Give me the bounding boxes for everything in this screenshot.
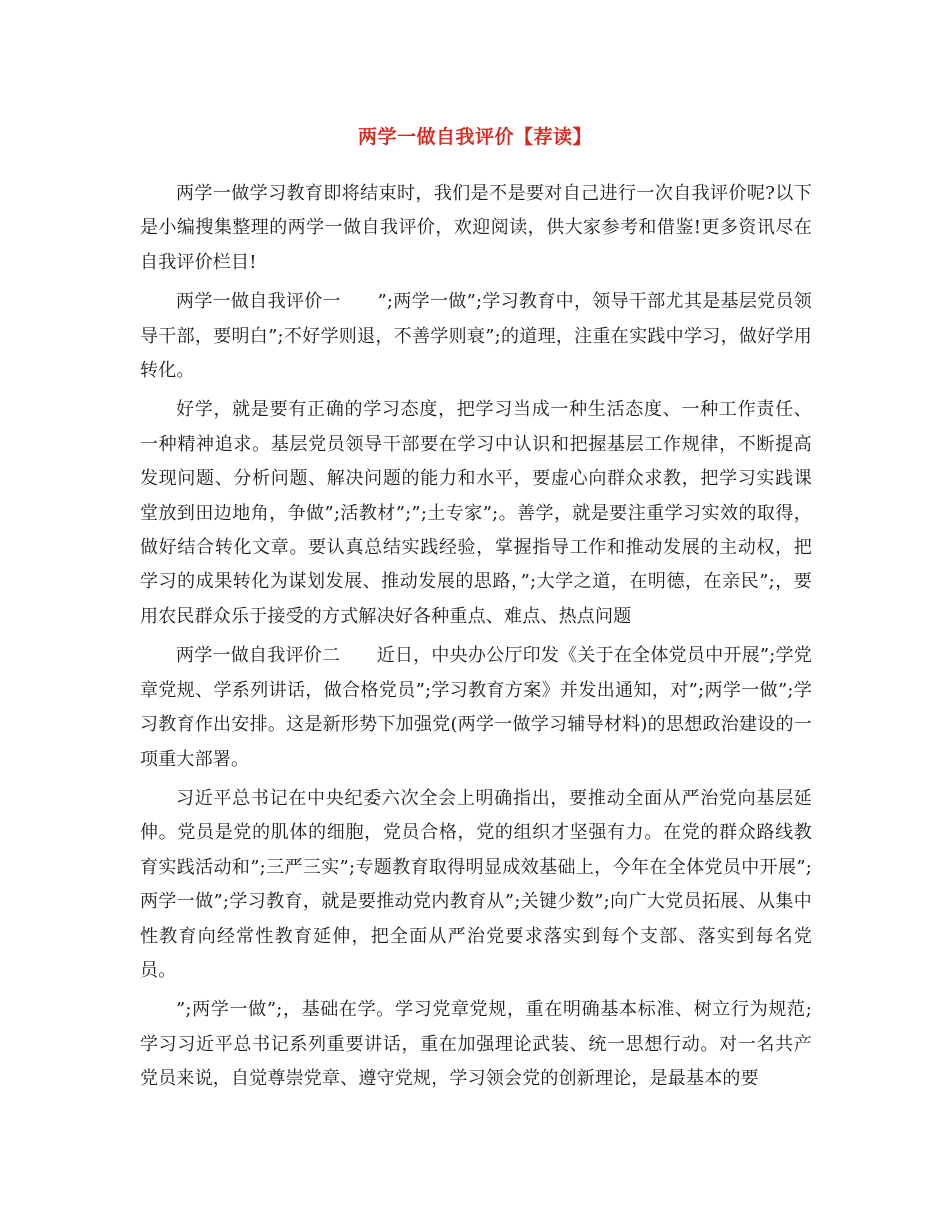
paragraph-evaluation-two: 两学一做自我评价二 近日，中央办公厅印发《关于在全体党员中开展”;学党章党规、学系列讲话，做合格党员”;学习教育方案》并发出通知，对”;两学一做”;学习教育作出安排。这是新形势下加强党(两学一做学习辅导材料)的思想政治建设的一项重大部署。 <box>140 645 812 770</box>
paragraph-good-learning: 好学，就是要有正确的学习态度，把学习当成一种生活态度、一种工作责任、一种精神追求。基层党员领导干部要在学习中认识和把握基层工作规律，不断提高发现问题、分析问题、解决问题的能力和水平，要虚心向群众求教，把学习实践课堂放到田边地角，争做”;活教材”;”;土专家”;。善学，就是要注重学习实效的取得，做好结合转化文章。要认真总结实践经验，掌握指导工作和推动发展的主动权，把学习的成果转化为谋划发展、推动发展的思路，”;大学之道，在明德，在亲民”;，要用农民群众乐于接受的方式解决好各种重点、难点、热点问题 <box>140 399 812 627</box>
paragraph-xi-speech: 习近平总书记在中央纪委六次全会上明确指出，要推动全面从严治党向基层延伸。党员是党的肌体的细胞，党员合格，党的组织才坚强有力。在党的群众路线教育实践活动和”;三严三实”;专题教育取得明显成效基础上，今年在全体党员中开展”;两学一做”;学习教育，就是要推动党内教育从”;关键少数”;向广大党员拓展、从集中性教育向经常性教育延伸，把全面从严治党要求落实到每个支部、落实到每名党员。 <box>140 787 812 981</box>
paragraph-evaluation-one: 两学一做自我评价一 ”;两学一做”;学习教育中，领导干部尤其是基层党员领导干部，要明白”;不好学则退，不善学则衰”;的道理，注重在实践中学习，做好学用转化。 <box>140 291 812 382</box>
document-body <box>140 177 812 1102</box>
document-title: 两学一做自我评价【荐读】 <box>357 126 592 148</box>
paragraph-intro: 两学一做学习教育即将结束时，我们是不是要对自己进行一次自我评价呢?以下是小编搜集整理的两学一做自我评价，欢迎阅读，供大家参考和借鉴!更多资讯尽在自我评价栏目! <box>140 183 812 273</box>
paragraph-foundation-learning: ”;两学一做”;，基础在学。学习党章党规，重在明确基本标准、树立行为规范;学习习近平总书记系列重要讲话，重在加强理论武装、统一思想行动。对一名共产党员来说，自觉尊崇党章、遵守党规，学习领会党的创新理论，是最基本的要 <box>140 999 812 1090</box>
